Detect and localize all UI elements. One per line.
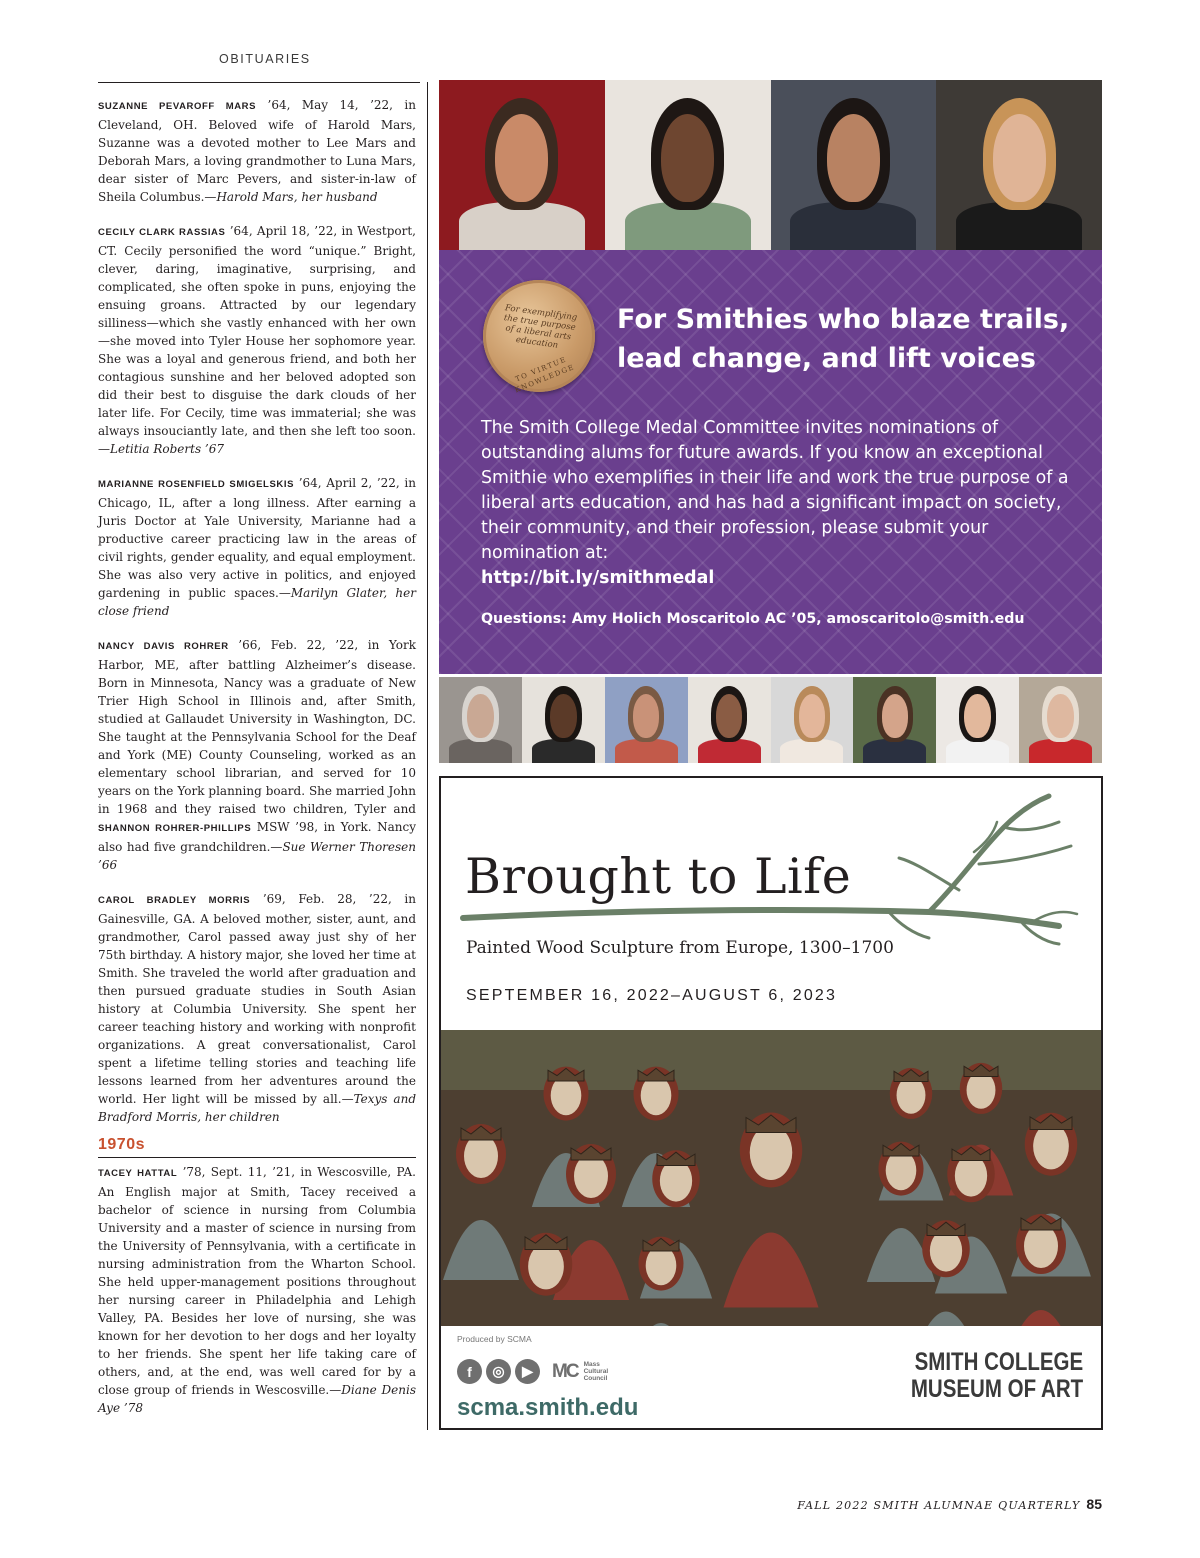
issue-title: FALL 2022 SMITH ALUMNAE QUARTERLY [797,1499,1081,1512]
honoree-photo [853,677,936,763]
ad-headline-line1: For Smithies who blaze trails, [617,304,1070,335]
obituary-name: CECILY CLARK RASSIAS [98,227,226,238]
obituary [98,222,416,458]
portrait-face [827,114,880,202]
portrait-shoulders [946,739,1009,763]
obituary-name: CAROL BRADLEY MORRIS [98,895,251,906]
medal-inscription: For exemplifying the true purpose of a liberal arts education [503,303,578,351]
honoree-photo [688,677,771,763]
obituary-text-continued: MSW ’98, in York. Nancy also had five grandchildren.— [98,820,416,854]
honoree-photo [771,677,854,763]
honoree-photo-row-top [439,80,1102,250]
exhibition-dates: SEPTEMBER 16, 2022–AUGUST 6, 2023 [466,987,838,1004]
honoree-photo [439,80,605,250]
honoree-photo [605,677,688,763]
obituary-name: MARIANNE ROSENFIELD SMIGELSKIS [98,479,295,490]
obituary-text: ’64, April 18, ’22, in Westport, CT. Cecily personified the word “unique.” Bright, clever, daring, imaginative, surprising, and complicated, she often spoke in puns, enjoying the ensuing groans. Attracted by our legendary silliness—which she vastly enhanced with her own—she moved into Tyler House her sophomore year. She was a loyal and generous friend, and both her contagious sunshine and her beloved adopted son did their best to disguise the dark clouds of her later life. For Cecily, time was immaterial; she was always insouciantly late, and then she left too soon. — [98,224,416,456]
obituary-text: ’78, Sept. 11, ’21, in Wescosville, PA. An English major at Smith, Tacey received a bachelor of science in nursing from Columbia University and a master of science in nursing from the University of Pennsylvania, with a certificate in nursing administration from the Wharton School. She held upper-management positions throughout her nursing career in Philadelphia and Lehigh Valley, PA. Besides her love of nursing, she was known for her devotion to her dogs and her loyalty to her friends. She spent her life taking care of others, and, at the end, was well cared for by a close group of friends in Wescosville.— [98,1165,416,1397]
portrait-face [633,694,660,738]
portrait-face [882,694,909,738]
portrait-face [661,114,714,202]
honoree-photo [1019,677,1102,763]
honoree-photo-row-bottom [439,677,1102,763]
honoree-photo [522,677,605,763]
portrait-shoulders [1029,739,1092,763]
column-rule [427,82,428,1430]
portrait-face [716,694,743,738]
page-number: 85 [1086,1496,1102,1512]
instagram-icon[interactable]: ◎ [486,1359,511,1384]
portrait-face [993,114,1046,202]
obituary [98,636,416,874]
mass-cultural-council-logo: MC [552,1360,578,1382]
obituary [98,890,416,1126]
obituary-text: ’64, May 14, ’22, in Cleveland, OH. Beloved wife of Harold Mars, Suzanne was a devoted mother to Lee Mars and Deborah Mars, a loving grandmother to Luna Mars, dear sister of Marc Pevers, and sister-in-law of Sheila Columbus.— [98,98,416,204]
obituary-text: ’66, Feb. 22, ’22, in York Harbor, ME, after battling Alzheimer’s disease. Born in Minnesota, Nancy was a graduate of New Trier High School in Illinois and, after Smith, studied at Gallaudet University in Washington, DC. She taught at the Pennsylvania School for the Deaf and York (ME) County Counseling, worked as an elementary school librarian, and served for 10 years on the York planning board. She married John in 1968 and they raised two children, Tyler and [98,638,417,816]
social-media-links [457,1359,608,1384]
page-footer [797,1496,1102,1512]
honoree-photo [605,80,771,250]
ad-questions-contact: Questions: Amy Holich Moscaritolo AC ’05, amoscaritolo@smith.edu [481,611,1025,627]
obituary-signature: Letitia Roberts ’67 [110,442,225,456]
youtube-icon[interactable]: ▶ [515,1359,540,1384]
obituary-name: SUZANNE PEVAROFF MARS [98,101,257,112]
obituary-signature: Sue Werner Thoresen ’66 [98,840,416,872]
portrait-shoulders [698,739,761,763]
painted-wood-sculpture-image [441,1030,1101,1326]
portrait-shoulders [449,739,512,763]
obituary-relative-name: SHANNON ROHRER-PHILLIPS [98,823,252,834]
decade-heading: 1970s [98,1136,145,1153]
medal-ad-panel [439,250,1102,674]
honoree-photo [439,677,522,763]
ad-body-text: The Smith College Medal Committee invites nominations of outstanding alums for future awards. If you know an exceptional Smithie who exemplifies in their life and work the true purpose of a liberal arts education, and has had a significant impact on society, their community, and their profession, please submit your nomination at: [481,418,1069,563]
obituary-signature: Diane Denis Aye ’78 [98,1383,416,1415]
obituary [98,1163,416,1417]
ad-headline [617,300,1087,378]
obituary-name: TACEY HATTAL [98,1168,178,1179]
obituary-text: ’69, Feb. 28, ’22, in Gainesville, GA. A beloved mother, sister, aunt, and grandmother, Carol passed away just shy of her 75th birthday. A history major, she loved her time at Smith. She traveled the world after graduation and then pursued graduate studies in South Asian history at Columbia University. She spent her career teaching history and working with nonprofit organizations. A great conversationalist, Carol spent a lifetime telling stories and teaching life lessons learned from her adventures around the world. Her light will be missed by all.— [98,892,416,1106]
portrait-shoulders [780,739,843,763]
medal-nomination-ad [439,80,1102,763]
produced-by-credit: Produced by SCMA [457,1334,532,1344]
obituary-text: ’64, April 2, ’22, in Chicago, IL, after a long illness. After earning a Juris Doctor at Yale University, Marianne had a productive career practicing law in the areas of civil rights, gender equality, and equal employment. She was also very active in politics, and enjoyed gardening in public spaces.— [98,476,416,600]
mass-cultural-council-text: Mass Cultural Council [583,1361,609,1382]
obituary-signature: Texys and Bradford Morris, her children [98,1092,416,1124]
decade-rule [98,1157,416,1158]
portrait-face [1047,694,1074,738]
facebook-icon[interactable]: f [457,1359,482,1384]
portrait-face [467,694,494,738]
honoree-photo [771,80,937,250]
exhibition-subtitle: Painted Wood Sculpture from Europe, 1300–1700 [466,938,894,958]
obituary [98,474,416,620]
smith-medal-image [483,280,595,395]
ad-headline-line2: lead change, and lift voices [617,343,1037,374]
portrait-shoulders [615,739,678,763]
portrait-face [495,114,548,202]
honoree-photo [936,80,1102,250]
obituary-name: NANCY DAVIS ROHRER [98,641,229,652]
museum-website[interactable]: scma.smith.edu [457,1394,639,1421]
obituary-signature: Marilyn Glater, her close friend [98,586,416,618]
exhibition-title: Brought to Life [465,848,852,905]
portrait-shoulders [863,739,926,763]
obituary-signature: Harold Mars, her husband [216,190,378,204]
portrait-face [964,694,991,738]
section-label: OBITUARIES [219,52,311,66]
nomination-link[interactable]: http://bit.ly/smithmedal [481,568,715,588]
header-rule [98,82,420,83]
obituary [98,96,416,206]
portrait-shoulders [532,739,595,763]
portrait-face [550,694,577,738]
portrait-face [799,694,826,738]
obituaries-column [98,96,416,1433]
museum-name-logo: SMITH COLLEGE MUSEUM OF ART [910,1348,1083,1403]
museum-exhibition-ad [439,776,1103,1430]
honoree-photo [936,677,1019,763]
ad-body [481,416,1071,591]
medal-rim-text: TO VIRTUE KNOWLEDGE [513,355,576,395]
